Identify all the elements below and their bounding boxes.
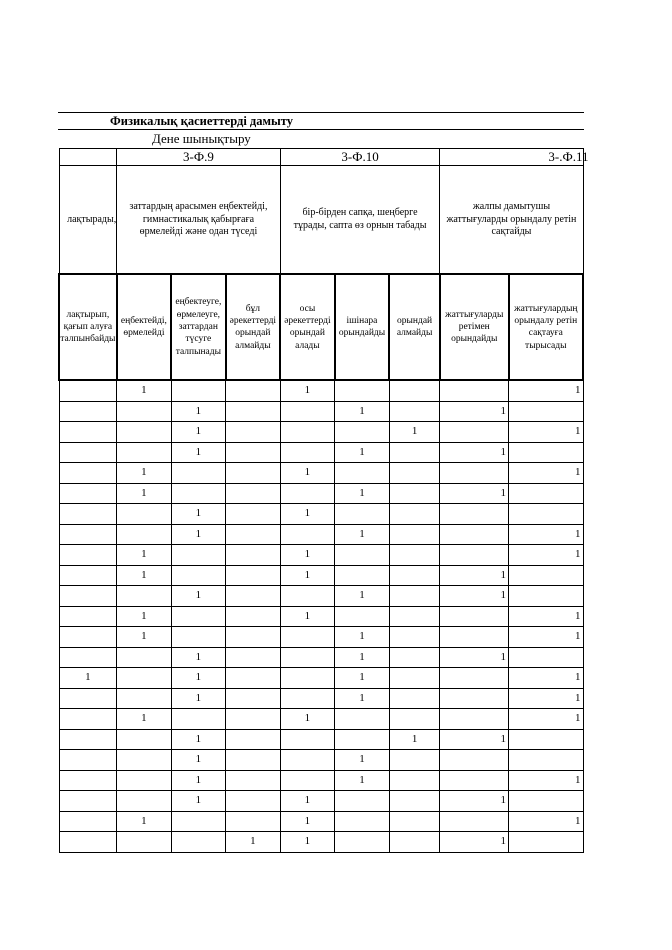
table-cell [389,545,440,566]
table-row [59,565,583,586]
table-cell: 1 [440,729,509,750]
table-cell: 1 [171,750,225,771]
table-cell: 1 [117,606,171,627]
table-cell [440,668,509,689]
table-row [59,627,583,648]
table-cell: 1 [171,401,225,422]
table-cell: 1 [509,770,583,791]
table-cell: 1 [389,422,440,443]
table-cell: 1 [509,627,583,648]
table-cell [509,586,583,607]
table-cell [59,811,117,832]
subheader-2: еңбектеуге, өрмелеуге, заттардан түсуге талпынады [171,274,225,380]
table-cell [440,688,509,709]
table-cell [440,770,509,791]
table-row [59,832,583,853]
table-cell [389,811,440,832]
table-cell [280,668,335,689]
table-cell: 1 [171,524,225,545]
table-cell [389,442,440,463]
table-cell [226,401,281,422]
table-row [59,463,583,484]
table-cell: 1 [335,688,390,709]
spreadsheet-page [58,112,589,874]
table-cell [440,606,509,627]
table-cell [389,586,440,607]
table-cell [226,770,281,791]
table-row [59,380,583,401]
table-cell: 1 [509,524,583,545]
table-cell [171,606,225,627]
table-cell [171,627,225,648]
table-cell [59,729,117,750]
table-cell: 1 [509,422,583,443]
table-cell: 1 [509,606,583,627]
table-cell [171,380,225,401]
table-cell [389,647,440,668]
table-cell [389,770,440,791]
table-cell: 1 [509,709,583,730]
table-cell [389,627,440,648]
table-cell: 1 [117,380,171,401]
subheader-8: жаттығулардың орындалу ретін сақтауға тырысады [509,274,583,380]
table-cell [280,401,335,422]
table-cell: 1 [280,709,335,730]
table-cell [171,709,225,730]
table-cell [509,504,583,525]
table-cell [440,463,509,484]
table-row [59,668,583,689]
table-cell [389,483,440,504]
table-cell: 1 [171,504,225,525]
table-cell: 1 [171,791,225,812]
table-cell [509,483,583,504]
table-cell [335,709,390,730]
table-cell [59,565,117,586]
title-rule [58,129,584,130]
table-cell [226,627,281,648]
table-cell: 1 [440,442,509,463]
table-cell [226,750,281,771]
table-cell: 1 [171,422,225,443]
table-cell: 1 [440,565,509,586]
table-cell: 1 [117,627,171,648]
table-cell [389,463,440,484]
table-cell [59,422,117,443]
table-cell [335,832,390,853]
table-cell [226,647,281,668]
table-cell: 1 [117,545,171,566]
table-cell: 1 [280,463,335,484]
table-cell [226,606,281,627]
code-3-f9: 3-Ф.9 [117,149,280,166]
table-cell [59,463,117,484]
table-row [59,688,583,709]
table-cell [280,750,335,771]
table-row [59,647,583,668]
table-cell [509,729,583,750]
table-cell [389,380,440,401]
table-cell [226,688,281,709]
table-cell [59,586,117,607]
table-cell [509,750,583,771]
table-cell: 1 [335,750,390,771]
table-cell [59,688,117,709]
table-cell [171,565,225,586]
table-cell [509,565,583,586]
table-cell: 1 [440,647,509,668]
table-cell: 1 [335,770,390,791]
table-cell: 1 [335,483,390,504]
table-cell [280,483,335,504]
table-cell [335,545,390,566]
table-cell [171,545,225,566]
table-cell [509,791,583,812]
table-row [59,791,583,812]
table-cell: 1 [171,442,225,463]
table-cell [440,627,509,648]
table-cell [226,791,281,812]
table-cell: 1 [117,811,171,832]
table-cell: 1 [171,729,225,750]
table-cell: 1 [280,545,335,566]
table-cell [509,442,583,463]
table-row [59,770,583,791]
table-cell [59,545,117,566]
table-cell [440,750,509,771]
table-cell [59,524,117,545]
table-cell: 1 [440,791,509,812]
table-cell: 1 [117,709,171,730]
table-cell [440,811,509,832]
table-row [59,545,583,566]
table-cell [389,524,440,545]
table-cell [389,606,440,627]
table-cell: 1 [280,832,335,853]
table-cell: 1 [335,401,390,422]
table-cell [117,524,171,545]
table-cell [335,811,390,832]
table-cell [59,442,117,463]
table-cell [440,504,509,525]
table-cell [389,401,440,422]
table-row [59,606,583,627]
table-cell [171,463,225,484]
table-cell [117,504,171,525]
table-cell [335,606,390,627]
table-cell: 1 [59,668,117,689]
table-cell: 1 [280,504,335,525]
table-cell [389,504,440,525]
table-cell [226,422,281,443]
table-cell [389,832,440,853]
table-cell: 1 [280,606,335,627]
table-cell [509,647,583,668]
table-cell [117,668,171,689]
table-cell [440,524,509,545]
table-row [59,442,583,463]
page-subtitle: Дене шынықтыру [152,131,251,146]
desc-3-f11: жалпы дамытушы жаттығуларды орындалу ретін сақтайды [440,166,583,275]
table-cell [171,811,225,832]
table-cell: 1 [280,380,335,401]
table-cell [335,422,390,443]
table-cell [117,750,171,771]
code-3-f10: 3-Ф.10 [280,149,440,166]
table-cell [59,791,117,812]
table-cell [226,545,281,566]
table-cell: 1 [335,627,390,648]
subheader-4: осы әрекеттерді орындай алады [280,274,335,380]
table-cell [59,832,117,853]
table-cell: 1 [117,565,171,586]
table-cell [59,627,117,648]
table-row [59,422,583,443]
table-cell: 1 [509,811,583,832]
table-cell [117,401,171,422]
table-cell: 1 [117,463,171,484]
table-cell [389,668,440,689]
table-row [59,729,583,750]
table-cell [335,504,390,525]
table-cell [335,791,390,812]
table-cell [335,380,390,401]
table-cell: 1 [171,586,225,607]
table-cell [59,770,117,791]
table-cell [226,565,281,586]
table-cell [280,647,335,668]
table-cell [226,524,281,545]
table-cell: 1 [440,401,509,422]
table-cell [509,832,583,853]
table-cell: 1 [335,586,390,607]
table-cell [226,668,281,689]
table-cell [280,688,335,709]
table-cell [226,811,281,832]
table-cell: 1 [440,832,509,853]
table-cell [226,729,281,750]
desc-prev-cell: лақтырады, [59,166,117,275]
table-cell [335,729,390,750]
table-cell: 1 [280,791,335,812]
table-cell: 1 [509,380,583,401]
table-cell [226,709,281,730]
table-row [59,709,583,730]
table-cell [389,688,440,709]
table-cell [226,442,281,463]
table-row [59,483,583,504]
table-cell [117,770,171,791]
table-row [59,586,583,607]
code-cell-blank [59,149,117,166]
code-3-f11: 3-.Ф.11 [440,149,583,166]
table-cell: 1 [440,586,509,607]
table-cell [280,729,335,750]
table-cell: 1 [509,688,583,709]
table-cell [226,380,281,401]
subheader-7: жаттығуларды ретімен орындайды [440,274,509,380]
table-cell [59,750,117,771]
table-cell [389,791,440,812]
table-cell [440,709,509,730]
table-cell [226,586,281,607]
table-cell: 1 [335,524,390,545]
table-cell [117,832,171,853]
table-cell: 1 [171,668,225,689]
table-cell [117,442,171,463]
table-cell [117,688,171,709]
table-cell: 1 [440,483,509,504]
table-cell [280,770,335,791]
table-cell: 1 [117,483,171,504]
table-cell [280,422,335,443]
subheader-1: еңбектейді, өрмелейді [117,274,171,380]
table-cell [171,483,225,504]
table-cell [280,524,335,545]
table-cell [59,483,117,504]
table-cell [335,565,390,586]
table-cell [117,729,171,750]
table-cell: 1 [335,668,390,689]
table-cell [59,504,117,525]
table-cell [59,401,117,422]
table-cell [226,483,281,504]
table-cell: 1 [171,688,225,709]
table-cell [280,442,335,463]
table-cell: 1 [280,565,335,586]
subheader-6: орындай алмайды [389,274,440,380]
table-cell [226,463,281,484]
table-cell [59,606,117,627]
table-cell [389,709,440,730]
table-cell [389,750,440,771]
table-cell [440,380,509,401]
table-row [59,811,583,832]
table-cell: 1 [171,770,225,791]
table-cell [335,463,390,484]
table-row [59,401,583,422]
table-cell: 1 [335,442,390,463]
assessment-table [58,148,589,853]
table-cell [117,422,171,443]
table-cell: 1 [389,729,440,750]
table-cell: 1 [509,668,583,689]
table-cell [59,380,117,401]
table-cell: 1 [226,832,281,853]
table-cell: 1 [280,811,335,832]
subheader-5: ішінара орындайды [335,274,390,380]
table-cell: 1 [509,463,583,484]
table-row [59,524,583,545]
table-cell [226,504,281,525]
table-cell [280,627,335,648]
table-cell [59,647,117,668]
table-cell: 1 [335,647,390,668]
table-cell: 1 [171,647,225,668]
table-cell [59,709,117,730]
top-rule [58,112,584,113]
table-cell [440,422,509,443]
subheader-0: лақтырып, қағып алуға талпынбайды [59,274,117,380]
table-cell [171,832,225,853]
table-cell [117,586,171,607]
table-cell [280,586,335,607]
page-title: Физикалық қасиеттерді дамыту [110,114,293,128]
table-cell [117,647,171,668]
table-row [59,504,583,525]
table-cell: 1 [509,545,583,566]
table-cell [509,401,583,422]
desc-3-f9: заттардың арасымен еңбектейді, гимнастикалық қабырғаға өрмелейді және одан түседі [117,166,280,275]
table-row [59,750,583,771]
desc-3-f10: бір-бірден сапқа, шеңберге тұрады, сапта өз орнын табады [280,166,440,275]
subheader-3: бұл әрекеттерді орындай алмайды [226,274,281,380]
table-cell [389,565,440,586]
table-cell [117,791,171,812]
table-cell [440,545,509,566]
